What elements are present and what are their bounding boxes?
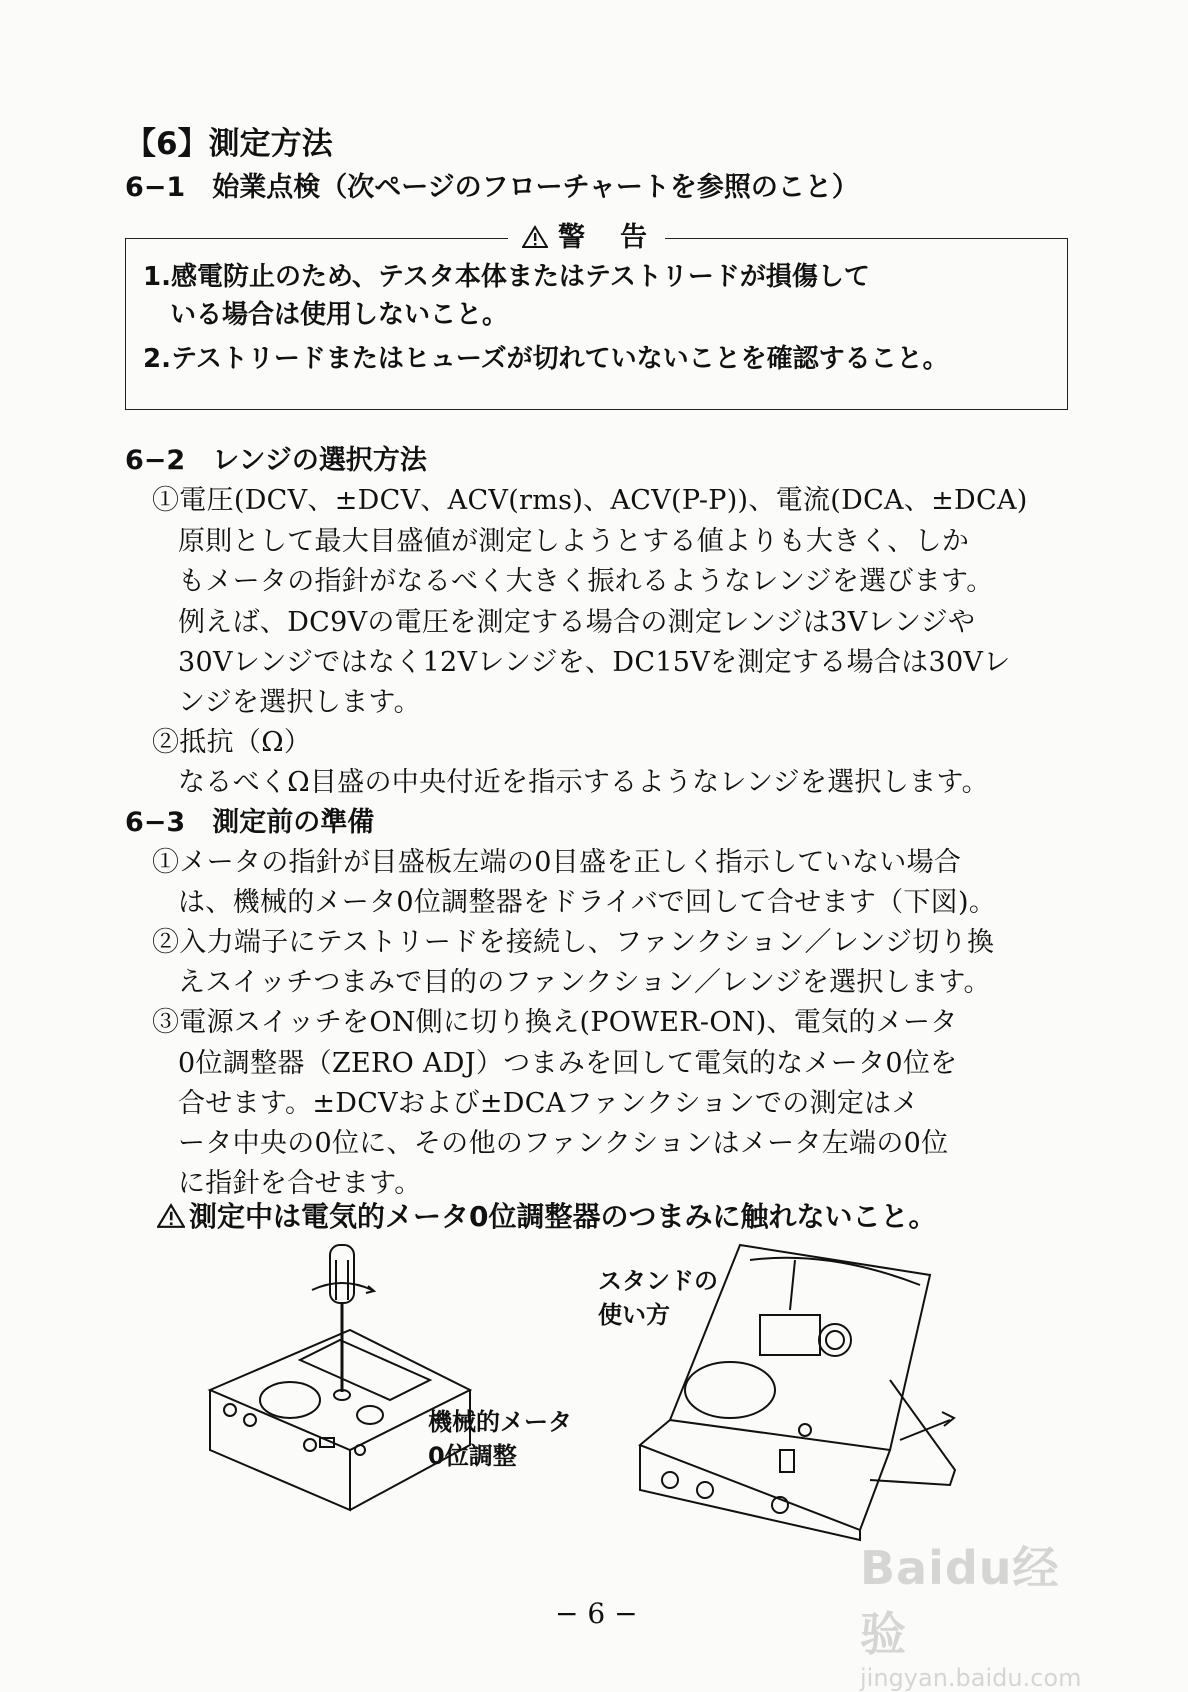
warning-heading [508, 215, 665, 256]
item-voltage-current: ①電圧(DCV、±DCV、ACV(rms)、ACV(P-P))、電流(DCA、±DCA) [152, 485, 1028, 516]
label-line: 機械的メータ [428, 1408, 572, 1436]
para-line: もメータの指針がなるべく大きく振れるようなレンジを選びます。 [178, 566, 994, 597]
warning-heading-text: 警 告 [558, 222, 651, 253]
para-line: ①メータの指針が目盛板左端の0目盛を正しく指示していない場合 [152, 847, 962, 878]
page-number: − 6 − [555, 1597, 638, 1630]
para-line: なるべくΩ目盛の中央付近を指示するようなレンジを選択します。 [178, 767, 989, 798]
para-line: は、機械的メータ0位調整器をドライバで回して合せます（下図)。 [178, 887, 997, 918]
para-line: 例えば、DC9Vの電圧を測定する場合の測定レンジは3Vレンジや [178, 607, 976, 638]
watermark [860, 1532, 1100, 1692]
label-stand-usage [598, 1265, 718, 1332]
item-resistance: ②抵抗（Ω） [152, 727, 312, 758]
para-line: 30Vレンジではなく12Vレンジを、DC15Vを測定する場合は30Vレ [178, 647, 1011, 678]
para-line: ②入力端子にテストリードを接続し、ファンクション／レンジ切り換 [152, 927, 995, 958]
para-line: ンジを選択します。 [178, 687, 421, 718]
para-line: 原則として最大目盛値が測定しようとする値よりも大きく、しか [178, 526, 970, 557]
para-line: えスイッチつまみで目的のファンクション／レンジを選択します。 [178, 967, 991, 998]
watermark-url: jingyan.baidu.com [860, 1664, 1082, 1692]
heading-6-3: 6−3 測定前の準備 [125, 807, 375, 838]
warning-line-1b: いる場合は使用しないこと。 [170, 300, 509, 330]
watermark-brand: Baidu经验 [860, 1541, 1060, 1661]
label-line: スタンドの [598, 1267, 718, 1295]
warning-line-1: 1.感電防止のため、テスタ本体またはテストリードが損傷して [143, 262, 870, 292]
para-line: ③電源スイッチをON側に切り換え(POWER-ON)、電気的メータ [152, 1007, 958, 1038]
para-line: 合せます。±DCVおよび±DCAファンクションでの測定はメ [178, 1088, 919, 1119]
warning-triangle-icon [157, 1203, 185, 1236]
section-title: 【6】測定方法 [125, 126, 333, 162]
tester-zero-adjust-illustration [200, 1240, 500, 1530]
heading-6-2: 6−2 レンジの選択方法 [125, 445, 427, 476]
label-line: 使い方 [598, 1300, 670, 1329]
para-line: ータ中央の0位に、その他のファンクションはメータ左端の0位 [178, 1128, 949, 1159]
label-mechanical-zero [428, 1406, 572, 1473]
para-line: 0位調整器（ZERO ADJ）つまみを回して電気的なメータ0位を [178, 1048, 958, 1079]
caution-text: 測定中は電気的メータ0位調整器のつまみに触れないこと。 [189, 1200, 937, 1233]
para-line: に指針を合せます。 [178, 1168, 422, 1199]
heading-6-1: 6−1 始業点検（次ページのフローチャートを参照のこと） [125, 172, 859, 203]
warning-triangle-icon [522, 225, 548, 256]
label-line: 0位調整 [428, 1441, 517, 1470]
warning-line-2: 2.テストリードまたはヒューズが切れていないことを確認すること。 [143, 344, 949, 374]
